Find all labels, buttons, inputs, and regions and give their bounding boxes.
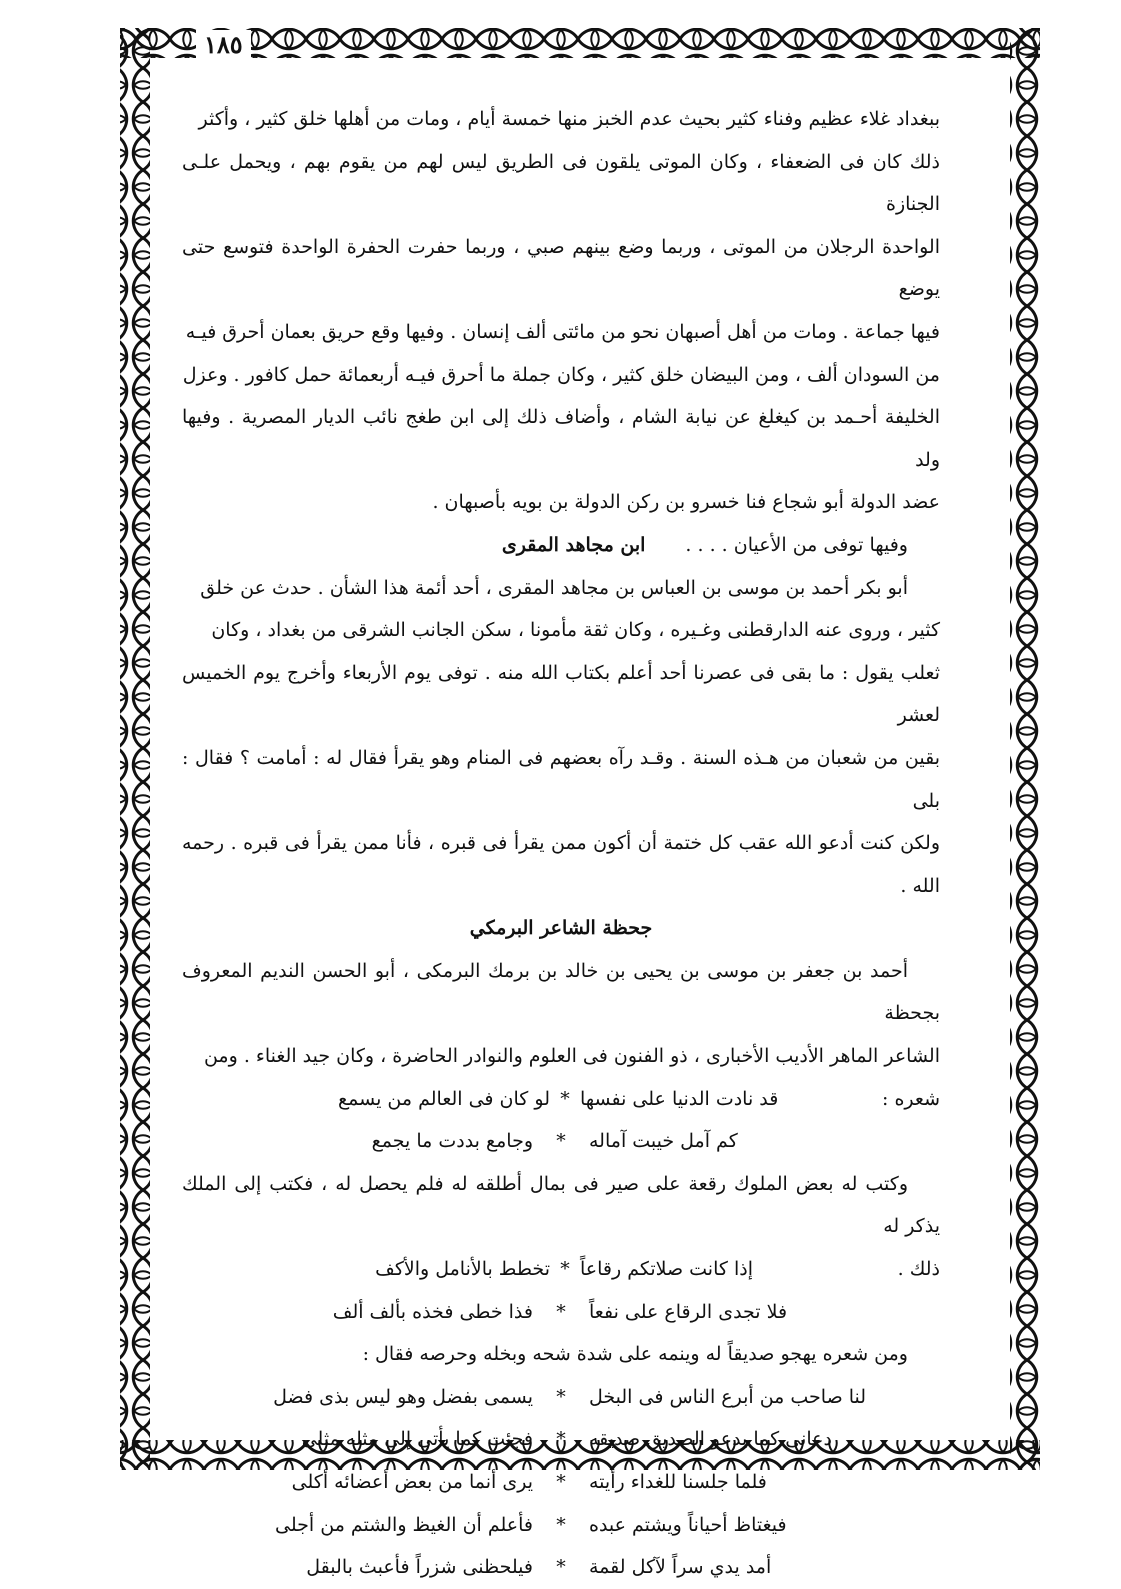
text-line: عضد الدولة أبو شجاع فنا خسرو بن ركن الدولة بن بويه بأصبهان . [432, 491, 940, 514]
verse-line [182, 1120, 940, 1163]
text-line: وكتب له بعض الملوك رقعة على صير فى بمال أطلقه له فلم يحصل له ، فكتب إلى الملك يذكر له [182, 1172, 940, 1238]
page-text [182, 98, 940, 1579]
verse-first-hemistich: فلما جلسنا للغداء رأيته [589, 1471, 767, 1493]
verse-second-hemistich: فجئت كما يأتى إلى مثله مثلى [301, 1428, 533, 1451]
verse-line [182, 1546, 940, 1589]
text-line: الواحدة الرجلان من الموتى ، وربما وضع بينهم صبي ، وربما حفرت الحفرة الواحدة فتوسع حتى يوضع [182, 235, 940, 301]
heading-jahza: جحظة الشاعر البرمكي [469, 917, 653, 940]
text-line: أحمد بن جعفر بن موسى بن يحيى بن خالد بن برمك البرمكى ، أبو الحسن النديم المعروف بجحظة [182, 959, 940, 1025]
page-number: ١٨٥ [196, 30, 251, 59]
verse-second-hemistich: تخطط بالأنامل والأكف [375, 1258, 550, 1281]
notables-intro: وفيها توفى من الأعيان . . . . [685, 533, 908, 556]
verse-line [182, 1248, 940, 1291]
text-line: بقين من شعبان من هـذه السنة . وقـد رآه بعضهم فى المنام وهو يقرأ فقال له : أمامت ؟ فقال : بلى [182, 746, 940, 812]
verse-separator: * [556, 1300, 566, 1323]
verse-line [182, 1376, 940, 1419]
verse-lead-word: ذلك . [897, 1258, 940, 1281]
verse-line [182, 1078, 940, 1121]
text-line: أبو بكر أحمد بن موسى بن العباس بن مجاهد المقرى ، أحد أئمة هذا الشأن . حدث عن خلق [200, 576, 908, 599]
verse-first-hemistich: دعانى كما يدعو الصديق صديقه [589, 1428, 832, 1451]
verse-first-hemistich: أمد يدي سراً لآكل لقمة [589, 1556, 772, 1579]
text-line: ذلك كان فى الضعفاء ، وكان الموتى يلقون فى الطريق ليس لهم من يقوم بهم ، ويحمل علـى الجنازة [182, 150, 940, 216]
verse-separator: * [556, 1428, 566, 1451]
verse-separator: * [560, 1258, 570, 1281]
border-right [1010, 28, 1040, 1470]
border-top [120, 28, 1040, 58]
verse-separator: * [556, 1385, 566, 1408]
heading-ibn-mujahid: ابن مجاهد المقرى [501, 533, 646, 556]
text-line: ومن شعره يهجو صديقاً له وينمه على شدة شحه وبخله وحرصه فقال : [362, 1343, 908, 1366]
text-line: الخليفة أحـمد بن كيغلغ عن نيابة الشام ، وأضاف ذلك إلى ابن طغج نائب الديار المصرية . وفيها ولد [182, 406, 940, 471]
text-line: ببغداد غلاء عظيم وفناء كثير بحيث عدم الخبز منها خمسة أيام ، ومات من أهلها خلق كثير ، وأكثر [198, 108, 940, 130]
verse-separator: * [556, 1130, 566, 1153]
verse-line [182, 1504, 940, 1547]
verse-line [182, 1461, 940, 1504]
verse-separator: * [560, 1087, 570, 1110]
text-line: من السودان ألف ، ومن البيضان خلق كثير ، وكان جملة ما أحرق فيـه أربعمائة حمل كافور . وعزل [182, 363, 940, 386]
notables-line [182, 524, 940, 567]
text-line: فيها جماعة . ومات من أهل أصبهان نحو من مائتى ألف إنسان . وفيها وقع حريق بعمان أحرق فيـه [185, 320, 940, 343]
verse-second-hemistich: فذا خطى فخذه بألف ألف [332, 1300, 533, 1323]
verse-separator: * [556, 1556, 566, 1579]
text-line: كثير ، وروى عنه الدارقطنى وغـيره ، وكان ثقة مأمونا ، سكن الجانب الشرقى من بغداد ، وكان [211, 619, 940, 642]
verse-first-hemistich: كم آمل خيبت آماله [589, 1130, 738, 1153]
verse-first-hemistich: فلا تجدى الرقاع على نفعاً [589, 1300, 788, 1323]
border-left [120, 28, 150, 1470]
verse-first-hemistich: قد نادت الدنيا على نفسها [580, 1087, 779, 1110]
verse-first-hemistich: فيغتاظ أحياناً ويشتم عبده [589, 1513, 787, 1536]
verse-line [182, 1291, 940, 1334]
verse-second-hemistich: لو كان فى العالم من يسمع [338, 1087, 550, 1110]
verse-lead-word: شعره : [882, 1087, 940, 1110]
text-line: الشاعر الماهر الأديب الأخبارى ، ذو الفنون فى العلوم والنوادر الحاضرة ، وكان جيد الغناء . ومن [203, 1045, 940, 1068]
text-line: ولكن كنت أدعو الله عقب كل ختمة أن أكون ممن يقرأ فى قبره ، فأنا ممن يقرأ فى قبره . رحمه الله . [182, 832, 940, 897]
verse-second-hemistich: يرى أنما من بعض أعضائه أكلى [291, 1471, 533, 1493]
poem-block [182, 1376, 940, 1589]
verse-separator: * [556, 1471, 566, 1493]
verse-second-hemistich: فيلحظنى شزراً فأعبث بالبقل [306, 1556, 533, 1579]
verse-second-hemistich: فأعلم أن الغيظ والشتم من أجلى [275, 1513, 533, 1536]
text-line: ثعلب يقول : ما بقى فى عصرنا أحد أعلم بكتاب الله منه . توفى يوم الأربعاء وأخرج يوم الخميس لعشر [182, 661, 940, 727]
verse-line [182, 1418, 940, 1461]
verse-first-hemistich: إذا كانت صلاتكم رقاعاً [580, 1258, 753, 1281]
verse-separator: * [556, 1513, 566, 1536]
verse-second-hemistich: وجامع بددت ما يجمع [371, 1130, 533, 1153]
verse-first-hemistich: لنا صاحب من أبرع الناس فى البخل [589, 1385, 867, 1408]
verse-second-hemistich: يسمى بفضل وهو ليس بذى فضل [273, 1385, 533, 1408]
